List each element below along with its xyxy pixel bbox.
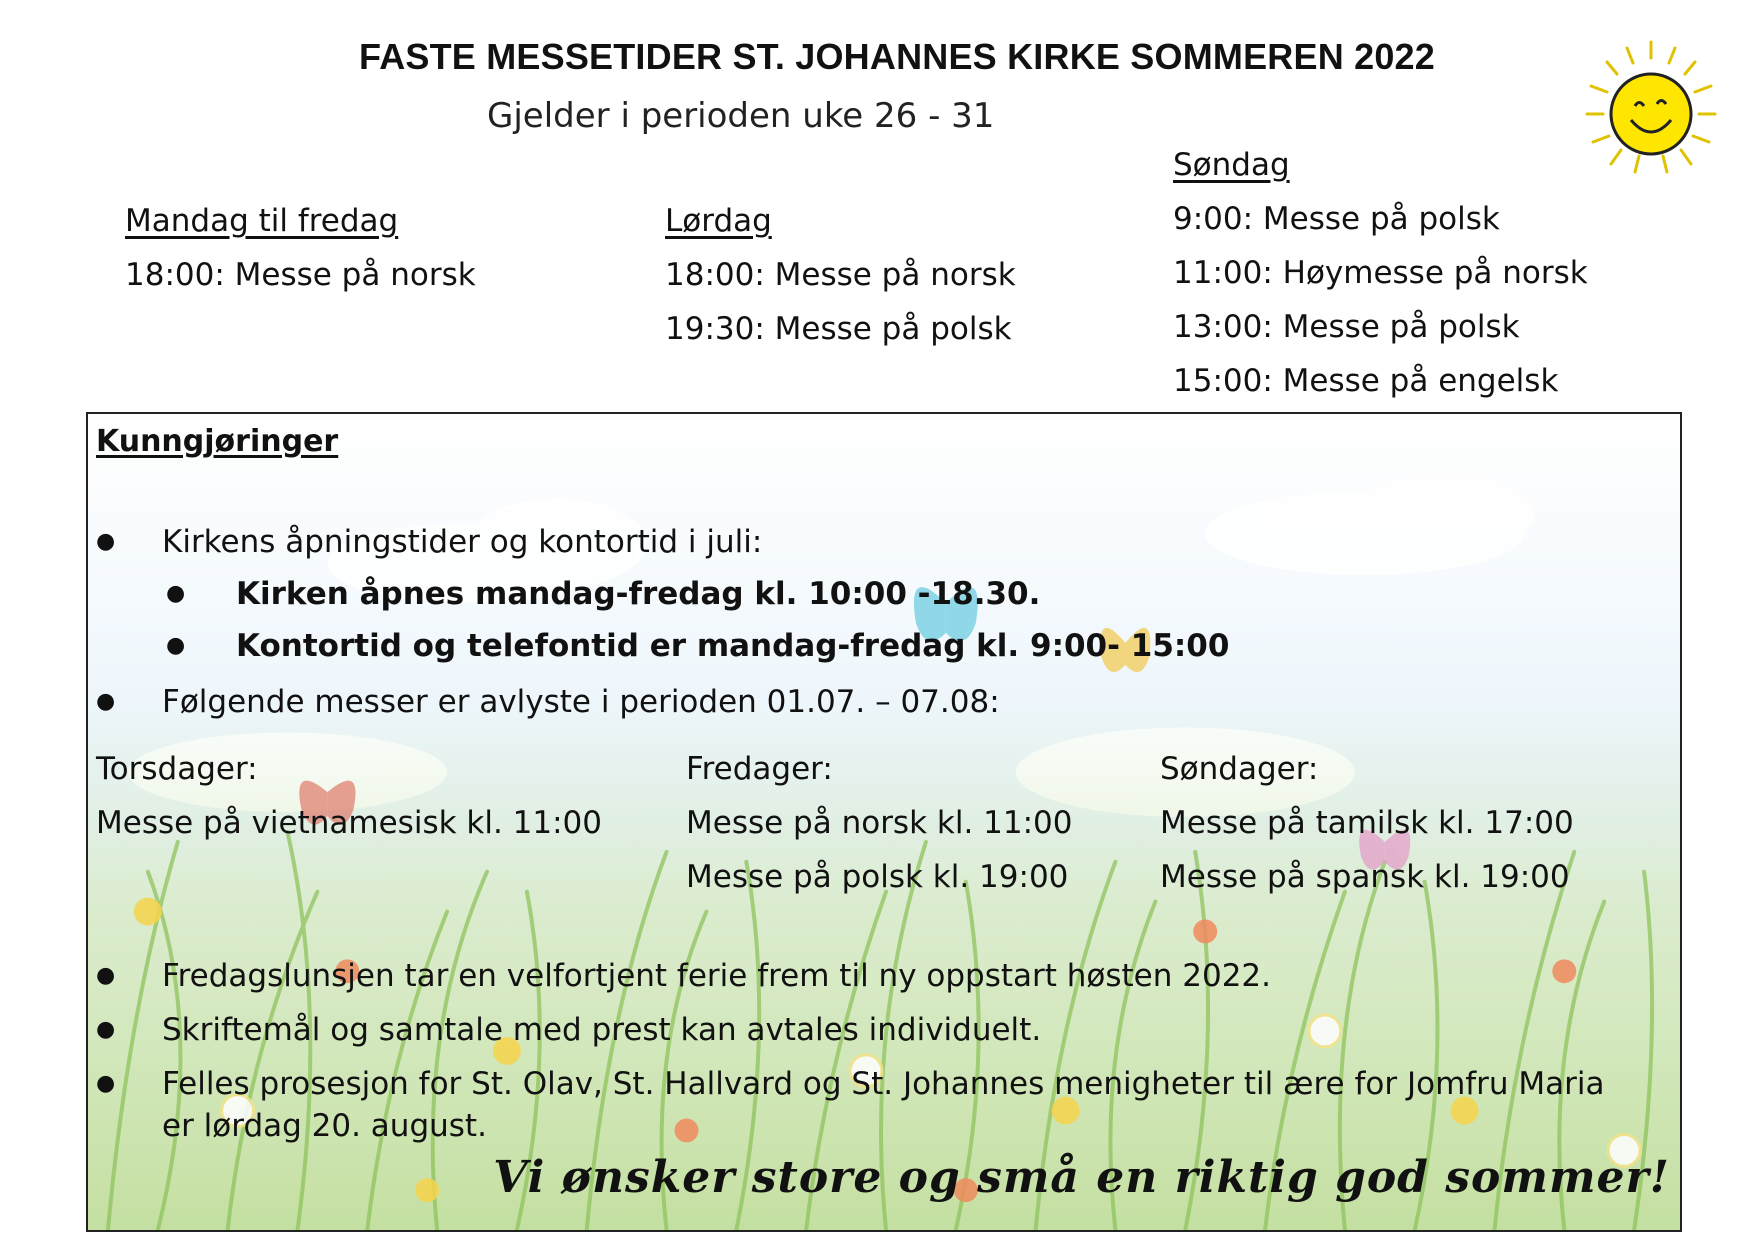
schedule-sunday xyxy=(1173,138,1588,408)
bullet-icon: ● xyxy=(96,1017,116,1042)
cancelled-entry: Messe på norsk kl. 11:00 xyxy=(686,805,1073,841)
bullet-icon: ● xyxy=(166,581,186,606)
cancelled-fridays xyxy=(686,742,1073,904)
cancelled-day-label: Søndager: xyxy=(1160,751,1319,787)
cancelled-entry: Messe på vietnamesisk kl. 11:00 xyxy=(96,805,603,841)
schedule-entry: 15:00: Messe på engelsk xyxy=(1173,363,1559,399)
schedule-entry: 19:30: Messe på polsk xyxy=(665,311,1012,347)
schedule-day-label: Lørdag xyxy=(665,203,772,239)
schedule-weekdays xyxy=(125,194,476,302)
cancelled-sundays xyxy=(1160,742,1574,904)
cancelled-thursdays xyxy=(96,742,602,850)
list-item-text: Skriftemål og samtale med prest kan avtales individuelt. xyxy=(162,1012,1042,1048)
schedule-entry: 18:00: Messe på norsk xyxy=(665,257,1016,293)
schedule-entry: 11:00: Høymesse på norsk xyxy=(1173,255,1588,291)
bullet-icon: ● xyxy=(96,529,116,554)
page-subtitle: Gjelder i perioden uke 26 - 31 xyxy=(487,96,995,136)
announcements-box xyxy=(86,412,1682,1232)
cancelled-day-label: Fredager: xyxy=(686,751,833,787)
schedule-saturday xyxy=(665,194,1016,356)
list-item-text: Kirken åpnes mandag-fredag kl. 10:00 -18.30. xyxy=(236,576,1041,612)
list-item-text: Følgende messer er avlyste i perioden 01.07. – 07.08: xyxy=(162,684,1000,720)
list-item-text: er lørdag 20. august. xyxy=(162,1108,487,1144)
bullet-icon: ● xyxy=(96,689,116,714)
closing-greeting: Vi ønsker store og små en riktig god sommer! xyxy=(493,1152,1670,1203)
bullet-icon: ● xyxy=(96,963,116,988)
list-item-text: Kirkens åpningstider og kontortid i juli: xyxy=(162,524,763,560)
bullet-icon: ● xyxy=(166,633,186,658)
cancelled-entry: Messe på polsk kl. 19:00 xyxy=(686,859,1069,895)
announcements-title: Kunngjøringer xyxy=(96,424,339,459)
schedule-day-label: Søndag xyxy=(1173,147,1290,183)
schedule-entry: 9:00: Messe på polsk xyxy=(1173,201,1500,237)
page-title: FASTE MESSETIDER ST. JOHANNES KIRKE SOMMEREN 2022 xyxy=(358,36,1436,77)
announcements-content xyxy=(88,414,1680,1230)
cancelled-entry: Messe på tamilsk kl. 17:00 xyxy=(1160,805,1574,841)
list-item-text: Felles prosesjon for St. Olav, St. Hallvard og St. Johannes menigheter til ære for Jomfru Maria xyxy=(162,1066,1605,1102)
bullet-icon: ● xyxy=(96,1071,116,1096)
schedule-entry: 13:00: Messe på polsk xyxy=(1173,309,1520,345)
sun-icon xyxy=(1575,38,1727,178)
cancelled-entry: Messe på spansk kl. 19:00 xyxy=(1160,859,1570,895)
schedule-entry: 18:00: Messe på norsk xyxy=(125,257,476,293)
list-item-text: Kontortid og telefontid er mandag-fredag kl. 9:00- 15:00 xyxy=(236,628,1230,664)
cancelled-day-label: Torsdager: xyxy=(96,751,258,787)
list-item-text: Fredagslunsjen tar en velfortjent ferie frem til ny oppstart høsten 2022. xyxy=(162,958,1272,994)
schedule-day-label: Mandag til fredag xyxy=(125,203,399,239)
